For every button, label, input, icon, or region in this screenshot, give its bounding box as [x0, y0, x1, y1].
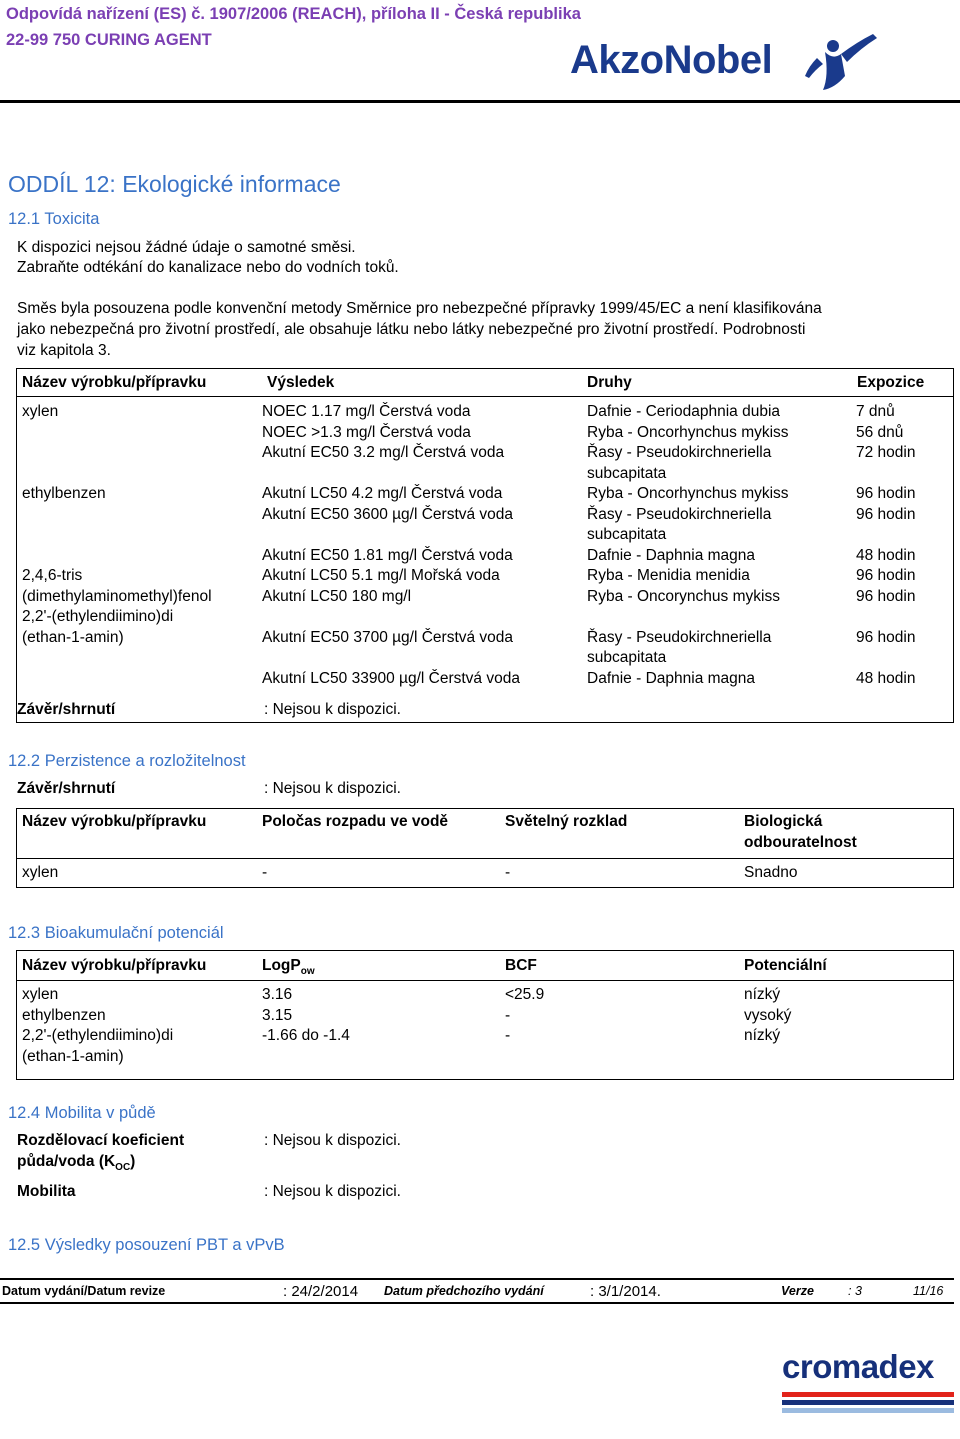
tox-species-cell [587, 608, 789, 629]
tox-result-cell: Akutní LC50 4.2 mg/l Čerstvá voda [262, 485, 503, 502]
tox-name-cell [22, 670, 212, 691]
cromadex-logo-text: cromadex [782, 1348, 934, 1385]
tox-name-cell [22, 547, 212, 568]
tox-exposure-cell: 56 dnů [856, 423, 904, 441]
tox-exposure-cell [856, 608, 915, 629]
bio-name-cell: ethylbenzen [22, 1006, 106, 1024]
persistence-conclusion-value: : Nejsou k dispozici. [264, 780, 401, 797]
mobility-heading: 12.4 Mobilita v půdě [8, 1104, 156, 1122]
logp-subscript: ow [300, 966, 315, 978]
tox-result-cell: NOEC >1.3 mg/l Čerstvá voda [262, 423, 471, 441]
bio-col-potential-header: Potenciální [744, 957, 827, 974]
bio-col-logp-header [262, 957, 315, 977]
tox-result-cell: Akutní EC50 3700 µg/l Čerstvá voda [262, 628, 514, 646]
footer-issue-value: : 24/2/2014 [283, 1283, 359, 1300]
tox-exposure-cell: 96 hodin [856, 505, 916, 523]
header-rule [0, 100, 960, 103]
tox-name-cell [22, 506, 212, 527]
bio-logp-cell: -1.66 do -1.4 [262, 1027, 350, 1044]
bio-potential-cell: nízký [744, 986, 781, 1003]
tox-name-cell: (dimethylaminomethyl)fenol [22, 587, 212, 605]
tox-name-cell: 2,4,6-tris [22, 567, 83, 584]
footer-issue-label: Datum vydání/Datum revize [2, 1284, 166, 1298]
tox-conclusion-value: : Nejsou k dispozici. [264, 701, 401, 718]
cromadex-logo-stripe-2 [782, 1400, 954, 1405]
pers-row-photolysis: - [505, 864, 511, 881]
toxicity-para-3: viz kapitola 3. [17, 342, 111, 359]
tox-result-cell: Akutní LC50 180 mg/l [262, 587, 412, 605]
tox-exposure-cell: 7 dnů [856, 403, 895, 420]
pers-col-biodeg-header-2: odbouratelnost [744, 834, 857, 851]
persistence-heading: 12.2 Perzistence a rozložitelnost [8, 752, 246, 770]
tox-name-cell [22, 526, 212, 547]
tox-conclusion-label: Závěr/shrnutí [17, 701, 116, 718]
tox-result-cell: Akutní EC50 3.2 mg/l Čerstvá voda [262, 444, 505, 461]
tox-col-exposure-header: Expozice [857, 374, 925, 391]
tox-name-cell: 2,2'-(ethylendiimino)di [22, 608, 174, 625]
section-title: ODDÍL 12: Ekologické informace [8, 171, 341, 197]
tox-name-cell [22, 444, 212, 465]
tox-species-cell: Řasy - Pseudokirchneriella [587, 505, 772, 523]
pers-col-name-header: Název výrobku/přípravku [22, 813, 207, 830]
toxicity-heading: 12.1 Toxicita [8, 210, 100, 228]
toxicity-table-header-rule [16, 396, 954, 397]
tox-result-cell [262, 465, 520, 486]
footer-prev-value: : 3/1/2014. [590, 1283, 661, 1300]
mobility-label: Mobilita [17, 1183, 76, 1200]
tox-species-cell: Dafnie - Ceriodaphnia dubia [587, 403, 781, 420]
tox-result-cell: Akutní EC50 1.81 mg/l Čerstvá voda [262, 546, 513, 564]
tox-exposure-cell [856, 649, 915, 670]
bio-bcf-column [505, 986, 544, 1048]
tox-result-cell [262, 608, 520, 629]
pers-row-biodeg: Snadno [744, 864, 798, 881]
bio-col-name-header: Název výrobku/přípravku [22, 957, 207, 974]
tox-exposure-cell [856, 465, 915, 486]
bio-bcf-cell: <25.9 [505, 986, 545, 1003]
pers-col-photolysis-header: Světelný rozklad [505, 813, 628, 830]
koc-label-line-1: Rozdělovací koeficient [17, 1132, 185, 1149]
tox-name-cell [22, 424, 212, 445]
bio-bcf-cell: - [505, 1027, 511, 1044]
pers-col-biodeg-header-1: Biologická [744, 813, 823, 830]
tox-result-cell: Akutní LC50 5.1 mg/l Mořská voda [262, 567, 500, 584]
tox-name-cell: xylen [22, 403, 59, 420]
tox-exposure-cell: 96 hodin [856, 587, 916, 605]
bio-potential-cell: vysoký [744, 1006, 792, 1024]
akzonobel-figure-icon [795, 30, 895, 96]
bio-bcf-cell: - [505, 1006, 511, 1024]
footer-page-number: 11/16 [913, 1284, 944, 1298]
koc-label-text: půda/voda (K [17, 1153, 116, 1170]
tox-col-name-header: Název výrobku/přípravku [22, 374, 207, 391]
tox-species-cell: subcapitata [587, 526, 667, 543]
tox-exposure-cell: 96 hodin [856, 567, 916, 584]
bio-name-cell: xylen [22, 986, 59, 1003]
tox-col-species-header: Druhy [587, 374, 632, 391]
tox-result-cell: Akutní LC50 33900 µg/l Čerstvá voda [262, 669, 520, 687]
pbt-heading: 12.5 Výsledky posouzení PBT a vPvB [8, 1236, 285, 1254]
tox-exposure-cell: 48 hodin [856, 669, 916, 687]
tox-species-cell: Ryba - Menidia menidia [587, 567, 750, 584]
tox-exposure-cell: 48 hodin [856, 546, 916, 564]
bio-logp-column [262, 986, 350, 1048]
bio-col-bcf-header: BCF [505, 957, 537, 974]
persistence-header-rule [16, 858, 954, 859]
koc-label-line-2 [17, 1153, 135, 1173]
akzonobel-logo-text: AkzoNobel [570, 38, 773, 82]
tox-species-column [587, 403, 789, 690]
bioaccumulation-header-rule [16, 980, 954, 981]
toxicity-para-2: jako nebezpečná pro životní prostředí, ale obsahuje látku nebo látky nebezpečné pro životní prostředí. Podrobnosti [17, 321, 806, 338]
pers-row-name: xylen [22, 864, 59, 881]
tox-species-cell: Řasy - Pseudokirchneriella [587, 444, 772, 461]
tox-name-cell: ethylbenzen [22, 485, 106, 502]
tox-exposure-cell: 96 hodin [856, 485, 916, 502]
bio-logp-cell: 3.15 [262, 1006, 293, 1024]
regulation-header: Odpovídá nařízení (ES) č. 1907/2006 (REACH), příloha II - Česká republika [6, 5, 581, 23]
tox-species-cell: Ryba - Oncorhynchus mykiss [587, 423, 789, 441]
footer-version-label: Verze [781, 1284, 814, 1298]
tox-result-cell: NOEC 1.17 mg/l Čerstvá voda [262, 403, 471, 420]
tox-name-cell: (ethan-1-amin) [22, 628, 124, 646]
tox-species-cell: Řasy - Pseudokirchneriella [587, 628, 772, 646]
bio-name-cell: 2,2'-(ethylendiimino)di [22, 1027, 174, 1044]
tox-exposure-column [856, 403, 915, 690]
tox-exposure-cell [856, 526, 915, 547]
cromadex-logo-stripe-3 [782, 1408, 954, 1413]
bio-logp-cell: 3.16 [262, 986, 293, 1003]
page-footer [0, 1278, 954, 1304]
tox-result-cell [262, 649, 520, 670]
logp-label: LogP [262, 957, 301, 974]
tox-results-column [262, 403, 520, 690]
koc-value: : Nejsou k dispozici. [264, 1132, 401, 1149]
tox-result-cell [262, 526, 520, 547]
pers-row-halflife: - [262, 864, 268, 881]
tox-name-cell [22, 465, 212, 486]
tox-name-cell [22, 649, 212, 670]
cromadex-logo [782, 1348, 954, 1416]
tox-exposure-cell: 96 hodin [856, 628, 916, 646]
toxicity-para-1: Směs byla posouzena podle konvenční metody Směrnice pro nebezpečné přípravky 1999/45/EC a není klasifikována [17, 300, 822, 317]
koc-label-close: ) [130, 1153, 136, 1170]
toxicity-line-2: Zabraňte odtékání do kanalizace nebo do vodních toků. [17, 259, 399, 276]
tox-col-result-header: Výsledek [267, 374, 335, 391]
mobility-value: : Nejsou k dispozici. [264, 1183, 401, 1200]
tox-species-cell: Dafnie - Daphnia magna [587, 546, 756, 564]
tox-exposure-cell: 72 hodin [856, 444, 916, 461]
bio-potential-column [744, 986, 791, 1048]
tox-species-cell: subcapitata [587, 464, 667, 482]
tox-result-cell: Akutní EC50 3600 µg/l Čerstvá voda [262, 505, 514, 523]
tox-species-cell: Dafnie - Daphnia magna [587, 669, 756, 687]
bio-name-cell: (ethan-1-amin) [22, 1047, 124, 1065]
tox-names-column [22, 403, 212, 690]
persistence-conclusion-label: Závěr/shrnutí [17, 780, 116, 797]
cromadex-logo-stripe-1 [782, 1392, 954, 1397]
bio-potential-cell: nízký [744, 1027, 781, 1044]
pers-col-halflife-header: Poločas rozpadu ve vodě [262, 813, 449, 830]
koc-subscript: OC [115, 1162, 131, 1174]
toxicity-line-1: K dispozici nejsou žádné údaje o samotné směsi. [17, 239, 356, 256]
footer-version-value: : 3 [848, 1284, 862, 1298]
akzonobel-logo [570, 38, 900, 88]
tox-species-cell: subcapitata [587, 649, 667, 666]
bioaccumulation-heading: 12.3 Bioakumulační potenciál [8, 924, 224, 942]
tox-species-cell: Ryba - Oncorynchus mykiss [587, 587, 780, 605]
product-name: 22-99 750 CURING AGENT [6, 31, 212, 49]
footer-prev-label: Datum předchozího vydání [384, 1284, 544, 1298]
bio-names-column [22, 986, 173, 1068]
tox-species-cell: Ryba - Oncorhynchus mykiss [587, 485, 789, 502]
